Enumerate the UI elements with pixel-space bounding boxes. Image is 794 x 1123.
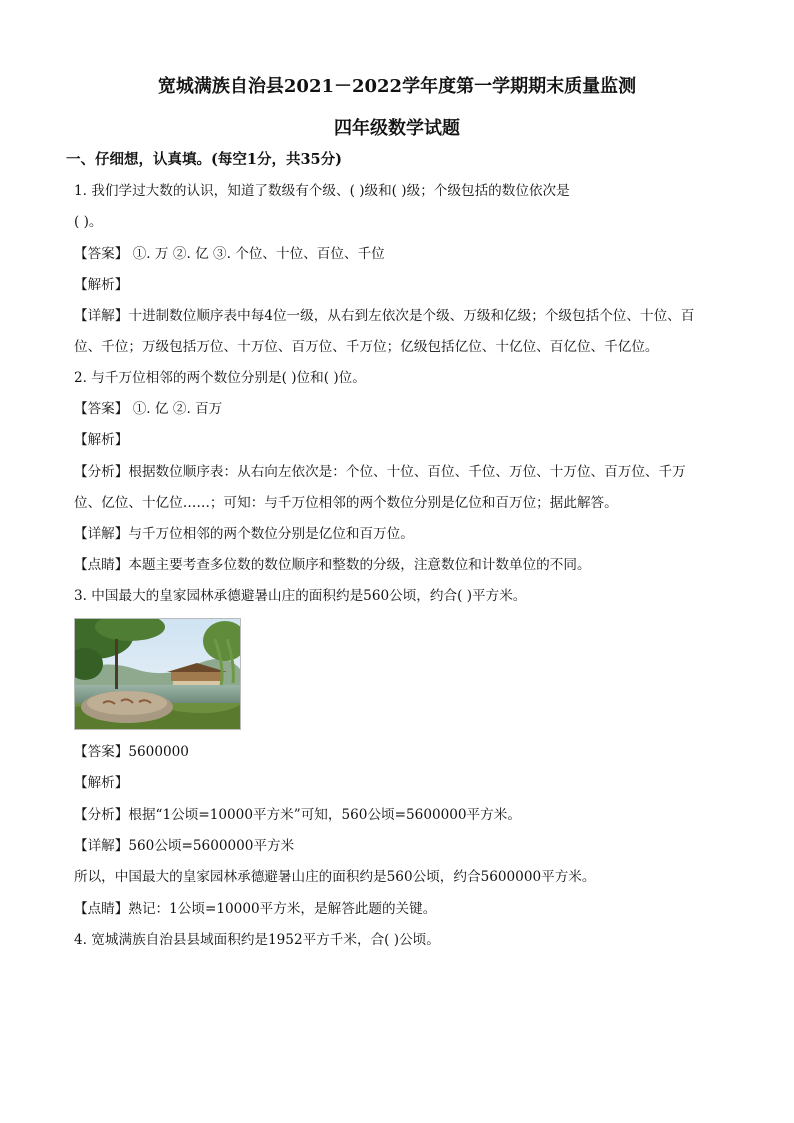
conclusion-3: 所以，中国最大的皇家园林承德避暑山庄的面积约是560公顷，约合5600000平方米。: [74, 869, 596, 885]
detail-1-line1: 【详解】十进制数位顺序表中每4位一级，从右到左依次是个级、万级和亿级；个级包括个位、十位、百: [74, 308, 695, 324]
question-1-text-cont: ( )。: [74, 214, 103, 230]
landscape-photo: [74, 618, 241, 730]
section-heading: 一、仔细想，认真填。(每空1分，共35分): [66, 151, 342, 168]
detail-2: 【详解】与千万位相邻的两个数位分别是亿位和百万位。: [74, 526, 414, 542]
key-point-3: 【点睛】熟记：1公顷=10000平方米，是解答此题的关键。: [74, 901, 437, 917]
analysis-2-line1: 【分析】根据数位顺序表：从右向左依次是：个位、十位、百位、千位、万位、十万位、百万位、千万: [74, 464, 686, 480]
landscape-photo-image: [75, 619, 240, 729]
question-4-text: 4. 宽城满族自治县县域面积约是1952平方千米，合( )公顷。: [74, 932, 440, 948]
question-2-text: 2. 与千万位相邻的两个数位分别是( )位和( )位。: [74, 370, 366, 386]
key-point-2: 【点睛】本题主要考查多位数的数位顺序和整数的分级，注意数位和计数单位的不同。: [74, 557, 591, 573]
answer-2: 【答案】 ①. 亿 ②. 百万: [74, 401, 223, 417]
answer-1: 【答案】 ①. 万 ②. 亿 ③. 个位、十位、百位、千位: [74, 246, 385, 262]
analysis-label-3: 【解析】: [74, 775, 129, 791]
answer-3: 【答案】5600000: [74, 744, 189, 760]
analysis-3: 【分析】根据“1公顷=10000平方米”可知，560公顷=5600000平方米。: [74, 807, 521, 823]
analysis-label-2: 【解析】: [74, 432, 129, 448]
document-subtitle: 四年级数学试题: [334, 118, 460, 139]
detail-1-line2: 位、千位；万级包括万位、十万位、百万位、千万位；亿级包括亿位、十亿位、百亿位、千亿位。: [74, 339, 659, 355]
document-title: 宽城满族自治县2021－2022学年度第一学期期末质量监测: [157, 76, 637, 97]
question-1-text: 1. 我们学过大数的认识，知道了数级有个级、( )级和( )级；个级包括的数位依次是: [74, 183, 570, 199]
detail-3: 【详解】560公顷=5600000平方米: [74, 838, 295, 854]
analysis-label-1: 【解析】: [74, 277, 129, 293]
analysis-2-line2: 位、亿位、十亿位……；可知：与千万位相邻的两个数位分别是亿位和百万位；据此解答。: [74, 495, 618, 511]
question-3-text: 3. 中国最大的皇家园林承德避暑山庄的面积约是560公顷，约合( )平方米。: [74, 588, 527, 604]
